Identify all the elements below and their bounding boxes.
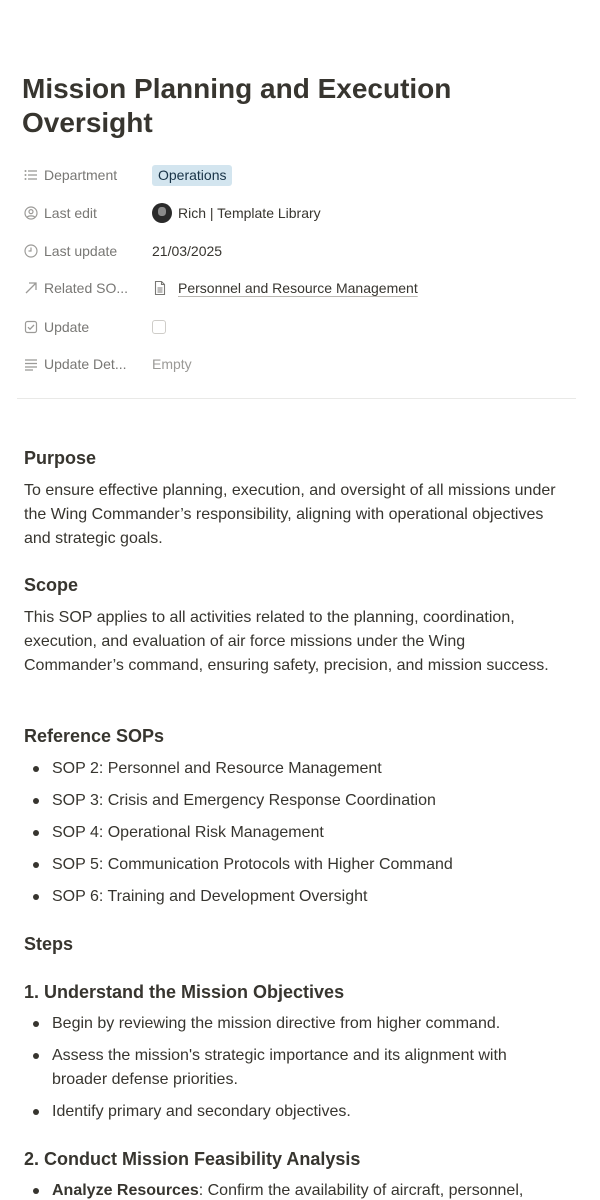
- clock-icon: [24, 244, 38, 258]
- step-2-list: [24, 1179, 564, 1200]
- list-item: Assess the mission's strategic importance and its alignment with broader defense priorities.: [24, 1044, 564, 1092]
- update-checkbox[interactable]: [152, 320, 166, 334]
- divider: [17, 398, 576, 399]
- scope-heading: Scope: [24, 575, 79, 595]
- property-department[interactable]: [24, 161, 584, 189]
- list-item: SOP 6: Training and Development Oversight: [24, 885, 564, 909]
- property-label: Update Det...: [44, 356, 127, 372]
- property-last-edit[interactable]: [24, 199, 584, 227]
- related-sop-link[interactable]: Personnel and Resource Management: [178, 280, 418, 296]
- last-update-value: 21/03/2025: [152, 243, 223, 259]
- property-label: Department: [44, 167, 118, 183]
- update-details-value[interactable]: Empty: [152, 356, 192, 372]
- property-update[interactable]: [24, 313, 584, 341]
- property-label: Related SO...: [44, 280, 129, 296]
- checkbox-icon: [24, 320, 38, 334]
- reference-sops-list: [24, 757, 564, 917]
- page-title: Mission Planning and Execution Oversight: [22, 73, 452, 138]
- step-1-heading: 1. Understand the Mission Objectives: [24, 982, 345, 1002]
- document-icon: [152, 280, 168, 296]
- list-icon: [24, 168, 38, 182]
- item-text: : Confirm the availability of aircraft, personnel,: [198, 1182, 524, 1199]
- list-item: SOP 2: Personnel and Resource Management: [24, 757, 564, 781]
- reference-sops-heading: Reference SOPs: [24, 726, 165, 746]
- property-label: Update: [44, 319, 90, 335]
- property-related-sop[interactable]: [24, 274, 584, 302]
- property-label: Last update: [44, 243, 118, 259]
- purpose-heading: Purpose: [24, 448, 97, 468]
- last-edit-user[interactable]: Rich | Template Library: [178, 205, 321, 221]
- text-lines-icon: [24, 357, 38, 371]
- property-last-update[interactable]: [24, 237, 584, 265]
- list-item: Begin by reviewing the mission directive from higher command.: [24, 1012, 564, 1036]
- list-item: SOP 5: Communication Protocols with Higher Command: [24, 853, 564, 877]
- arrow-up-right-icon: [24, 281, 38, 295]
- bold-label: Analyze Resources: [52, 1182, 199, 1199]
- list-item: [24, 1179, 564, 1200]
- steps-heading: Steps: [24, 934, 74, 954]
- step-1-list: [24, 1012, 564, 1132]
- step-2-heading: 2. Conduct Mission Feasibility Analysis: [24, 1149, 361, 1169]
- property-label: Last edit: [44, 205, 97, 221]
- list-item: Identify primary and secondary objectives.: [24, 1100, 564, 1124]
- department-tag[interactable]: Operations: [152, 165, 232, 186]
- avatar: [152, 203, 172, 223]
- list-item: SOP 4: Operational Risk Management: [24, 821, 564, 845]
- list-item: SOP 3: Crisis and Emergency Response Coordination: [24, 789, 564, 813]
- purpose-text: To ensure effective planning, execution, and oversight of all missions under the Wing Commander’s responsibility, aligning with operational objectives and strategic goals.: [24, 482, 556, 547]
- person-circle-icon: [24, 206, 38, 220]
- scope-text: This SOP applies to all activities related to the planning, coordination, execution, and evaluation of air force missions under the Wing Commander’s command, ensuring safety, precision, and mission success.: [24, 609, 549, 674]
- property-update-details[interactable]: [24, 350, 584, 378]
